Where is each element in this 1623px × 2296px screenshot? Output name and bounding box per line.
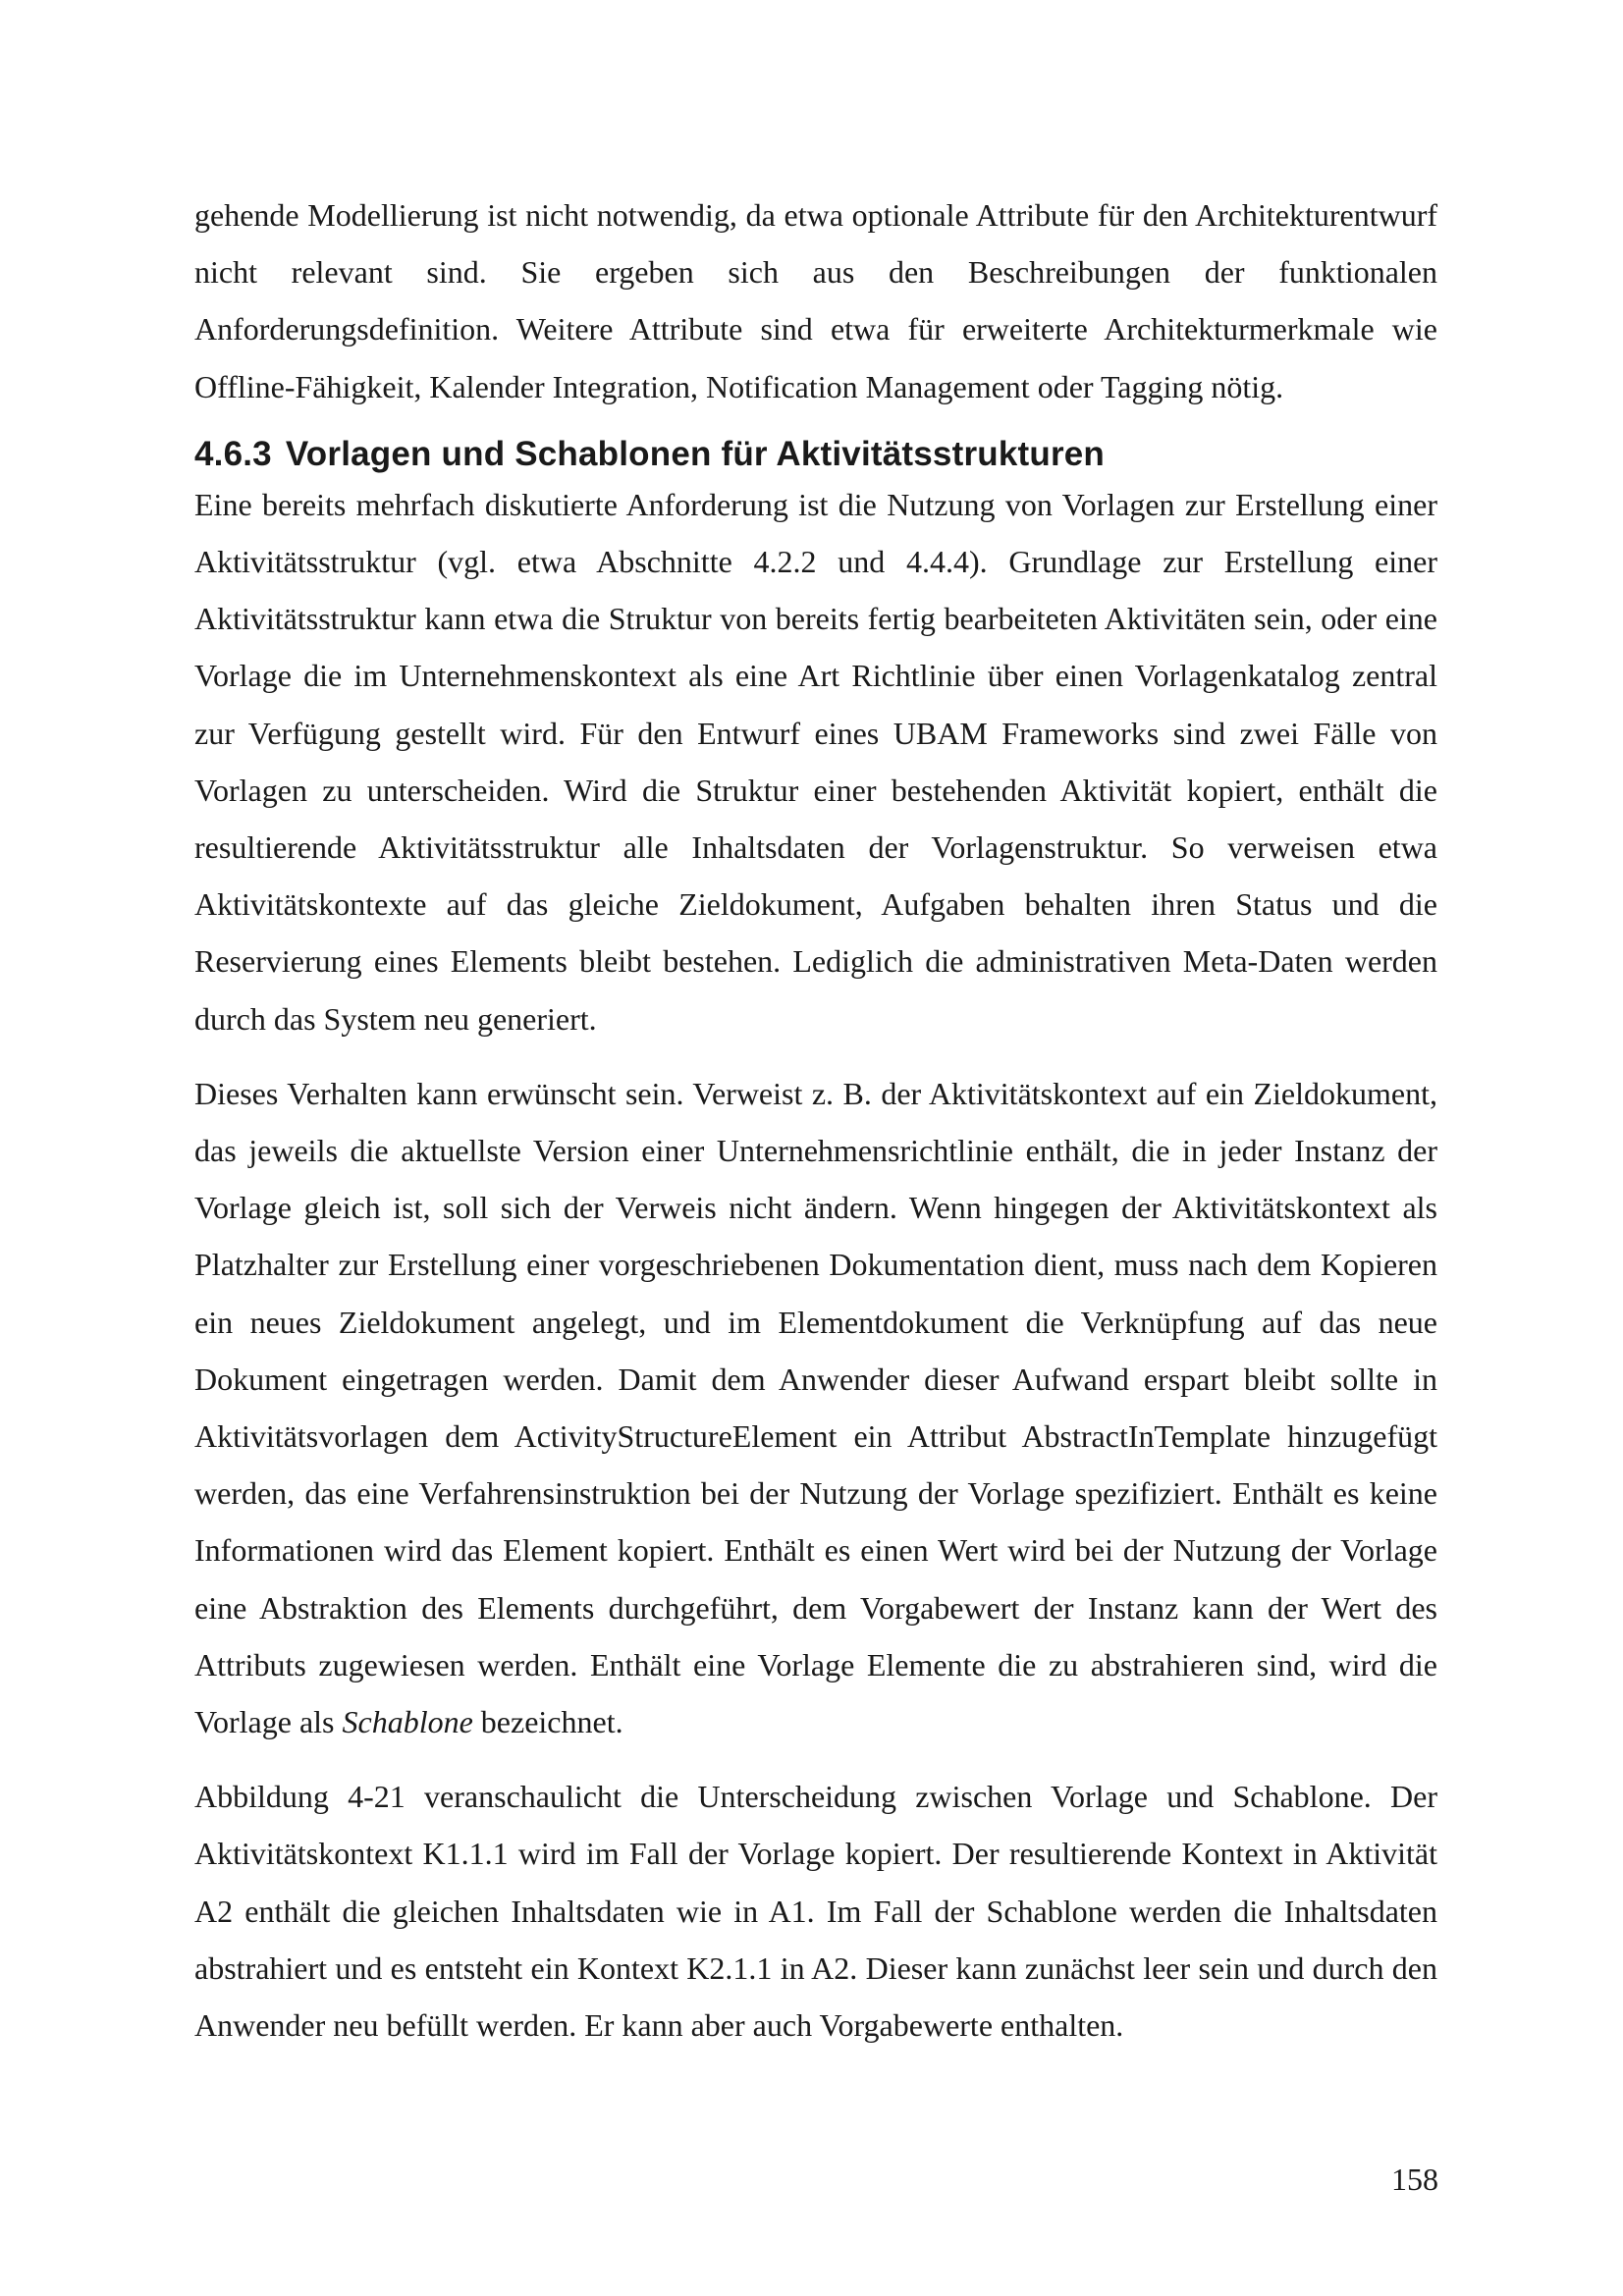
page-number: 158	[1391, 2162, 1438, 2197]
emphasis-schablone: Schablone	[342, 1704, 473, 1740]
paragraph-continuation: gehende Modellierung ist nicht notwendig, da etwa optionale Attribute für den Architekturentwurf nicht relevant sind. Sie ergeben sich aus den Beschreibungen der funktionalen Anforderungsdefinition. Weitere Attribute sind etwa für erweiterte Architekturmerkmale wie Offline-Fähigkeit, Kalender Integration, Notification Management oder Tagging nötig.	[194, 197, 1437, 404]
paragraph-behavior-tail: bezeichnet.	[472, 1704, 623, 1740]
paragraph-behavior-text: Dieses Verhalten kann erwünscht sein. Verweist z. B. der Aktivitätskontext auf ein Zieldokument, das jeweils die aktuellste Version einer Unternehmensrichtlinie enthält, die in jeder Instanz der Vorlage gleich ist, soll sich der Verweis nicht ändern. Wenn hingegen der Aktivitätskontext als Platzhalter zur Erstellung einer vorgeschriebenen Dokumentation dient, muss nach dem Kopieren ein neues Zieldokument angelegt, und im Elementdokument die Verknüpfung auf das neue Dokument eingetragen werden. Damit dem Anwender dieser Aufwand erspart bleibt sollte in Aktivitätsvorlagen dem ActivityStructureElement ein Attribut AbstractInTemplate hinzugefügt werden, das eine Verfahrensinstruktion bei der Nutzung der Vorlage spezifiziert. Enthält es keine Informationen wird das Element kopiert. Enthält es einen Wert wird bei der Nutzung der Vorlage eine Abstraktion des Elements durchgeführt, dem Vorgabewert der Instanz kann der Wert des Attributs zugewiesen werden. Enthält eine Vorlage Elemente die zu abstrahieren sind, wird die Vorlage als	[194, 1075, 1437, 1740]
section-title: Vorlagen und Schablonen für Aktivitätsstrukturen	[285, 434, 1106, 473]
paragraph-figure-reference: Abbildung 4-21 veranschaulicht die Unterscheidung zwischen Vorlage und Schablone. Der Aktivitätskontext K1.1.1 wird im Fall der Vorlage kopiert. Der resultierende Kontext in Aktivität A2 enthält die gleichen Inhaltsdaten wie in A1. Im Fall der Schablone werden die Inhaltsdaten abstrahiert und es entsteht ein Kontext K2.1.1 in A2. Dieser kann zunächst leer sein und durch den Anwender neu befüllt werden. Er kann aber auch Vorgabewerte enthalten.	[194, 1779, 1437, 2044]
section-number: 4.6.3	[194, 434, 272, 473]
page-body	[194, 187, 1437, 2054]
section-heading	[194, 433, 1437, 476]
paragraph-templates-intro: Eine bereits mehrfach diskutierte Anforderung ist die Nutzung von Vorlagen zur Erstellung einer Aktivitätsstruktur (vgl. etwa Abschnitte 4.2.2 und 4.4.4). Grundlage zur Erstellung einer Aktivitätsstruktur kann etwa die Struktur von bereits fertig bearbeiteten Aktivitäten sein, oder eine Vorlage die im Unternehmenskontext als eine Art Richtlinie über einen Vorlagenkatalog zentral zur Verfügung gestellt wird. Für den Entwurf eines UBAM Frameworks sind zwei Fälle von Vorlagen zu unterscheiden. Wird die Struktur einer bestehenden Aktivität kopiert, enthält die resultierende Aktivitätsstruktur alle Inhaltsdaten der Vorlagenstruktur. So verweisen etwa Aktivitätskontexte auf das gleiche Zieldokument, Aufgaben behalten ihren Status und die Reservierung eines Elements bleibt bestehen. Lediglich die administrativen Meta-Daten werden durch das System neu generiert.	[194, 486, 1437, 1037]
paragraph-behavior	[194, 1065, 1437, 1750]
